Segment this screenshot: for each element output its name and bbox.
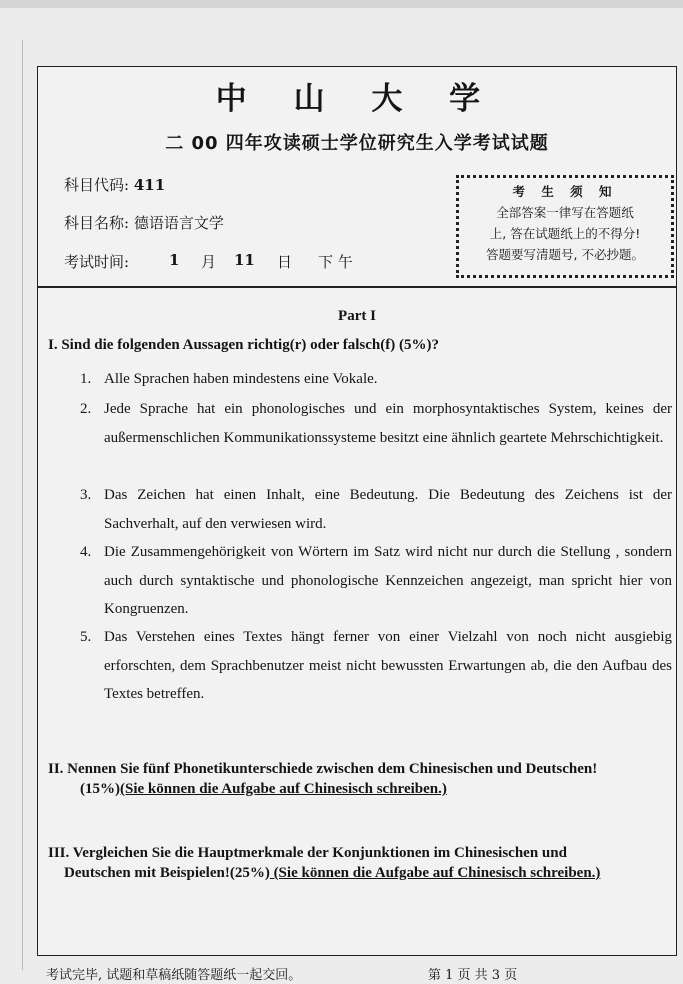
statement-item <box>80 623 672 709</box>
question-3-heading: III. Vergleichen Sie die Hauptmerkmale der Konjunktionen im Chinesischen und <box>48 845 567 861</box>
subject-name-row <box>64 212 224 233</box>
question-2-subline <box>80 781 447 798</box>
subject-code-row <box>64 174 165 195</box>
subject-name-label: 科目名称: <box>64 214 130 232</box>
item-number: 5. <box>80 629 92 645</box>
exam-time-day-unit: 日 <box>277 253 293 271</box>
exam-time-label: 考试时间: <box>64 253 130 271</box>
item-text: Die Zusammengehörigkeit von Wörtern im Satz wird nicht nur durch die Stellung , sondern auch durch syntaktische und phonologische Kennzeichen angezeigt, man spricht hier von Kongruenzen. <box>104 544 672 617</box>
subject-name: 德语语言文学 <box>133 214 224 232</box>
header-divider <box>38 286 676 288</box>
exam-time-day: 11 <box>234 251 255 269</box>
item-number: 4. <box>80 544 92 560</box>
question-3-subline <box>64 865 600 882</box>
footer-instruction: 考试完毕, 试题和草稿纸随答题纸一起交回。 <box>46 968 302 983</box>
item-text: Alle Sprachen haben mindestens eine Vokale. <box>104 371 378 387</box>
statement-item <box>80 395 672 452</box>
candidate-notice-box <box>456 175 674 278</box>
item-number: 1. <box>80 371 92 387</box>
subject-code-label: 科目代码: <box>64 176 130 194</box>
question-2-points: (15%) <box>80 781 120 797</box>
question-2-heading: II. Nennen Sie fünf Phonetikunterschiede zwischen dem Chinesischen und Deutschen! <box>48 761 598 777</box>
statement-item <box>80 538 672 624</box>
question-2-hint: (Sie können die Aufgabe auf Chinesisch schreiben.) <box>120 781 447 797</box>
exam-time-session: 下 午 <box>318 253 353 271</box>
item-text: Das Verstehen eines Textes hängt ferner von einer Vielzahl von noch nicht ausgiebig erforschten, dem Sprachbenutzer meist nicht bewussten Erwartungen ab, die den Aufbau des Textes betreffen. <box>104 629 672 702</box>
exam-time-month: 1 <box>169 251 180 269</box>
question-1-heading: I. Sind die folgenden Aussagen richtig(r) oder falsch(f) (5%)? <box>48 337 439 353</box>
scan-top-edge <box>0 0 683 8</box>
question-3-text: Deutschen mit Beispielen!(25%) <box>64 865 270 881</box>
notice-line: 答题要写清题号, 不必抄题。 <box>486 247 644 262</box>
item-number: 2. <box>80 401 92 417</box>
statement-item <box>80 365 672 394</box>
scan-left-edge <box>22 40 23 970</box>
exam-frame <box>37 66 677 956</box>
page-number: 第 1 页 共 3 页 <box>428 968 518 983</box>
item-text: Das Zeichen hat einen Inhalt, eine Bedeutung. Die Bedeutung des Zeichens ist der Sachverhalt, auf den verwiesen wird. <box>104 487 672 532</box>
question-3-hint: (Sie können die Aufgabe auf Chinesisch schreiben.) <box>269 865 601 881</box>
item-number: 3. <box>80 487 92 503</box>
exam-time-month-unit: 月 <box>201 253 217 271</box>
notice-title: 考 生 须 知 <box>512 184 618 199</box>
exam-title: 二 00 四年攻读硕士学位研究生入学考试试题 <box>165 133 549 154</box>
university-name: 中 山 大 学 <box>215 81 499 117</box>
exam-time-row <box>64 251 444 271</box>
notice-line: 上, 答在试题纸上的不得分! <box>489 226 641 241</box>
part-title: Part I <box>338 308 376 324</box>
statement-item <box>80 481 672 538</box>
item-text: Jede Sprache hat ein phonologisches und ein morphosyntaktisches System, keines der außermenschlichen Kommunikationssysteme besitzt eine ähnlich geartete Mehrschichtigkeit. <box>104 401 672 446</box>
notice-line: 全部答案一律写在答题纸 <box>496 205 634 220</box>
subject-code: 411 <box>133 176 166 194</box>
